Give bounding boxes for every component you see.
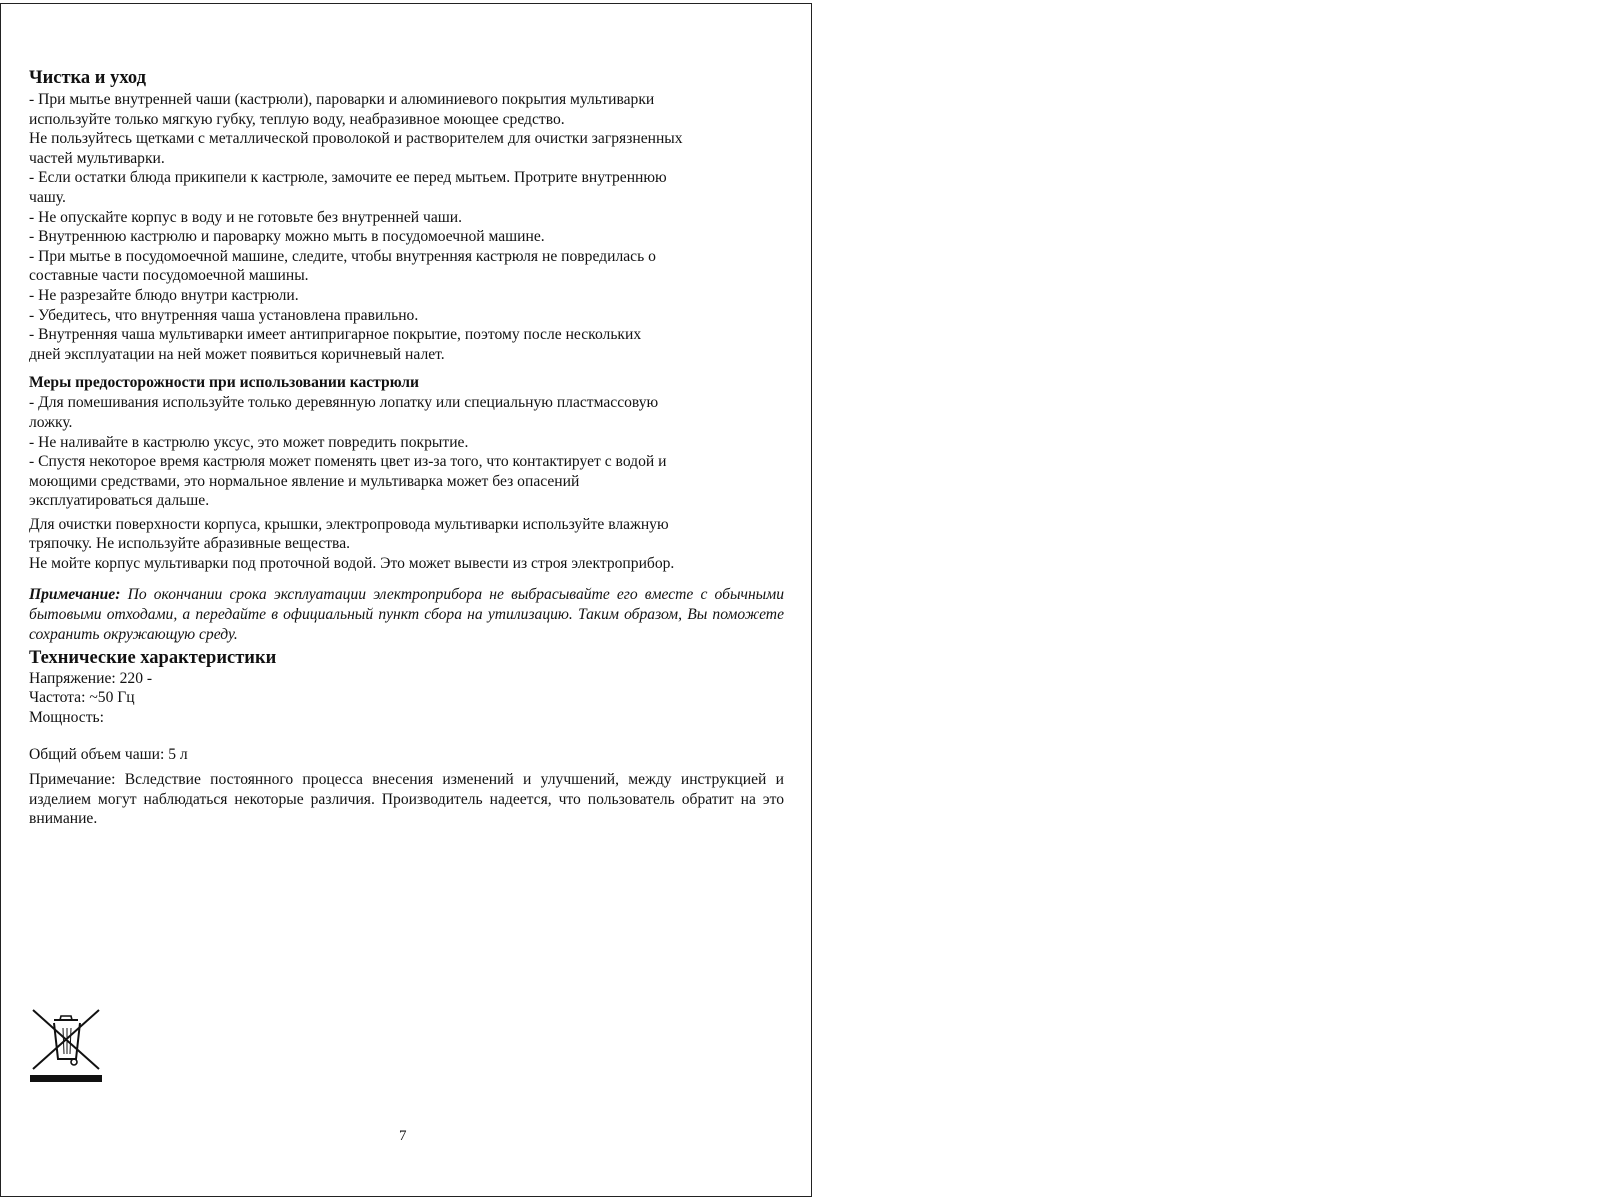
cleaning-line: - При мытье в посудомоечной машине, следите, чтобы внутренняя кастрюля не повредилась о (29, 247, 656, 265)
cleaning-title: Чистка и уход (29, 68, 146, 88)
cleaning-line: - Убедитесь, что внутренняя чаша установлена правильно. (29, 306, 419, 324)
surface-line: Для очистки поверхности корпуса, крышки, электропровода мультиварки используйте влажную (29, 515, 669, 533)
cleaning-line: - Внутреннюю кастрюлю и пароварку можно мыть в посудомоечной машине. (29, 228, 545, 246)
precautions-line: - Не наливайте в кастрюлю уксус, это может повредить покрытие. (29, 433, 469, 451)
surface-line: Не мойте корпус мультиварки под проточной водой. Это может вывести из строя электроприбор. (29, 555, 675, 573)
cleaning-line: чашу. (29, 188, 66, 206)
precautions-line: - Для помешивания используйте только деревянную лопатку или специальную пластмассовую (29, 394, 659, 412)
surface-line: тряпочку. Не используйте абразивные вещества. (29, 535, 351, 553)
cleaning-line: - При мытье внутренней чаши (кастрюли), пароварки и алюминиевого покрытия мультиварки (29, 91, 655, 108)
spacer (29, 727, 784, 745)
precautions-line: ложку. (29, 413, 73, 431)
document-page (0, 3, 812, 1197)
spec-voltage: Напряжение: 220 - (29, 669, 153, 687)
disposal-note (29, 585, 784, 645)
spec-frequency: Частота: ~50 Гц (29, 689, 135, 707)
final-note: Примечание: Вследствие постоянного процесса внесения изменений и улучшений, между инструкцией и изделием могут наблюдаться некоторые различия. Производитель надеется, что пользователь обратит на это внимание. (29, 771, 784, 828)
cleaning-line: - Не разрезайте блюдо внутри кастрюли. (29, 286, 299, 304)
page-number: 7 (399, 1128, 407, 1144)
spec-volume: Общий объем чаши: 5 л (29, 746, 188, 764)
precautions-line: моющими средствами, это нормальное явление и мультиварка может без опасений (29, 472, 580, 490)
precautions-line: эксплуатироваться дальше. (29, 492, 210, 510)
cleaning-line: - Внутренняя чаша мультиварки имеет антипригарное покрытие, поэтому после нескольких (29, 326, 642, 344)
specs-title: Технические характеристики (29, 647, 277, 668)
cleaning-line: - Не опускайте корпус в воду и не готовьте без внутренней чаши. (29, 208, 463, 226)
cleaning-line: - Если остатки блюда прикипели к кастрюле, замочите ее перед мытьем. Протрите внутреннюю (29, 169, 667, 187)
cleaning-line: частей мультиварки. (29, 149, 165, 167)
disposal-note-label: Примечание: (29, 585, 121, 603)
disposal-note-text: По окончании срока эксплуатации электроприбора не выбрасывайте его вместе с обычными бытовыми отходами, а передайте в официальный пункт сбора на утилизацию. Таким образом, Вы поможете сохранить окружающую среду. (29, 585, 784, 643)
cleaning-line: используйте только мягкую губку, теплую воду, неабразивное моющее средство. (29, 110, 565, 128)
crossed-out-wheelie-bin-icon (30, 1007, 102, 1083)
cleaning-line: Не пользуйтесь щетками с металлической проволокой и растворителем для очистки загрязненных (29, 130, 683, 148)
cleaning-line: составные части посудомоечной машины. (29, 267, 309, 285)
precautions-title: Меры предосторожности при использовании кастрюли (29, 374, 419, 392)
spec-power: Мощность: (29, 708, 104, 726)
precautions-line: - Спустя некоторое время кастрюля может поменять цвет из-за того, что контактирует с водой и (29, 453, 667, 471)
page-content (29, 66, 784, 829)
cleaning-line: дней эксплуатации на ней может появиться коричневый налет. (29, 345, 445, 363)
